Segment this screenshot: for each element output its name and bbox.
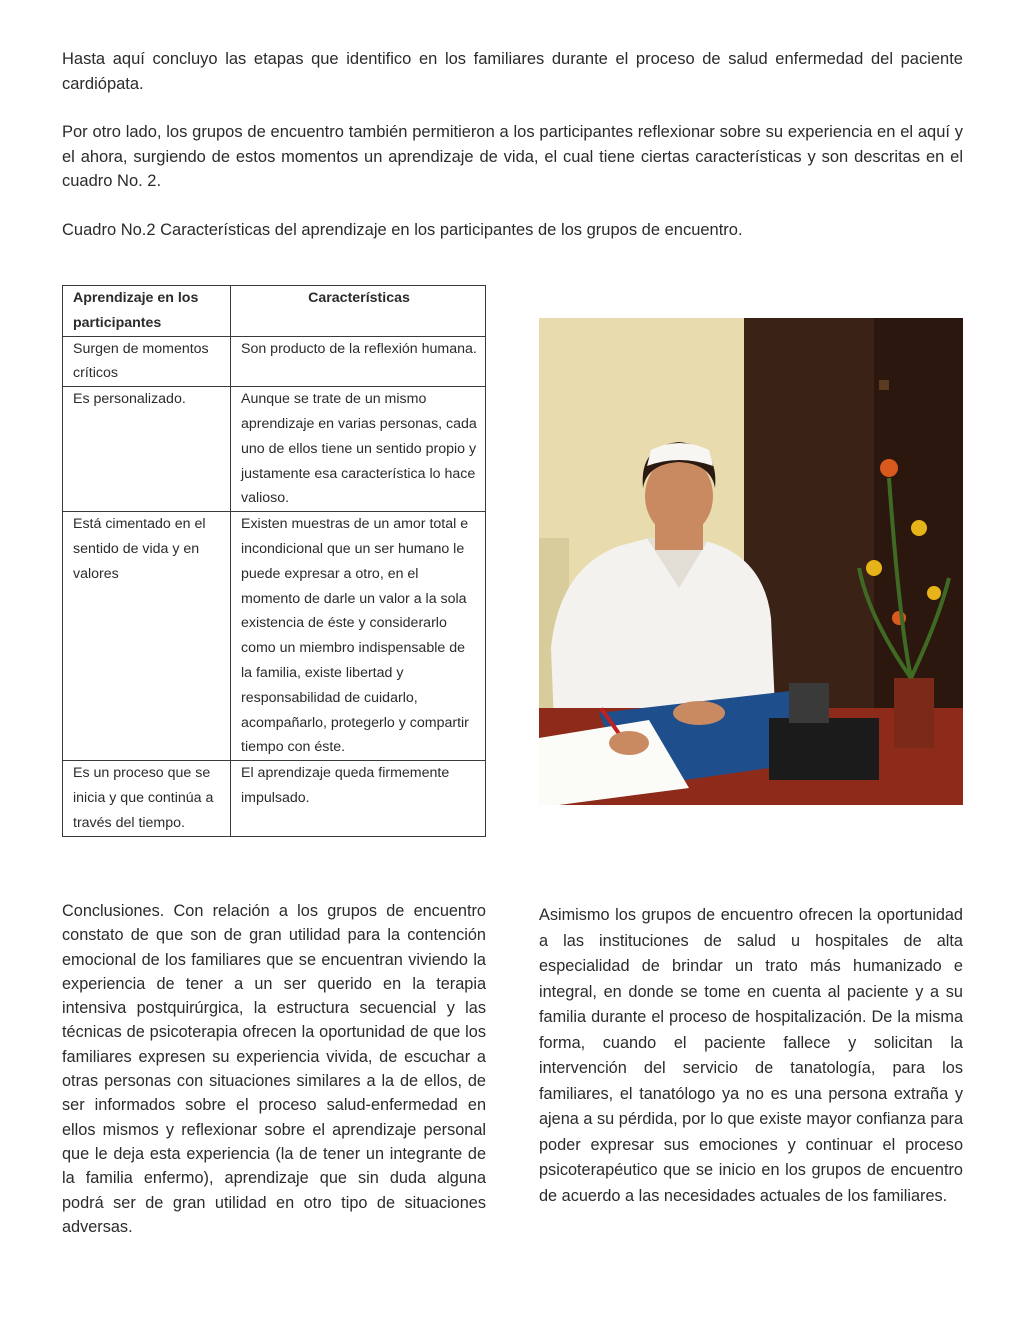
table-row: [63, 761, 486, 836]
table-cell: Existen muestras de un amor total e incondicional que un ser humano le puede expresar a otro, en el momento de darle un valor a la sola existencia de éste y considerarlo como un miembro indispensable de la familia, existe libertad y responsabilidad de cuidarlo, acompañarlo, protegerlo y compartir tiempo con éste.: [231, 512, 486, 761]
table-cell: Es personalizado.: [63, 387, 231, 512]
learning-paragraph: Por otro lado, los grupos de encuentro también permitieron a los participantes reflexionar sobre su experiencia en el aquí y el ahora, surgiendo de estos momentos un aprendizaje de vida, el cual tiene ciertas características y son descritas en el cuadro No. 2.: [62, 123, 963, 190]
table-cell: Está cimentado en el sentido de vida y en valores: [63, 512, 231, 761]
intro-paragraph: Hasta aquí concluyo las etapas que identifico en los familiares durante el proceso de salud enfermedad del paciente cardiópata.: [62, 50, 963, 93]
table-cell: Surgen de momentos críticos: [63, 336, 231, 387]
table-cell: Aunque se trate de un mismo aprendizaje en varias personas, cada uno de ellos tiene un sentido propio y justamente esa característica lo hace valioso.: [231, 387, 486, 512]
table-row: [63, 336, 486, 387]
institutions-paragraph: Asimismo los grupos de encuentro ofrecen la oportunidad a las instituciones de salud u hospitales de alta especialidad de brindar un trato más humanizado e integral, en donde se tome en cuenta al paciente y a su familia durante el proceso de hospitalización. De la misma forma, cuando el paciente fallece y solicitan la intervención del servicio de tanatología, para los familiares, el tanatólogo ya no es una persona extraña y ajena a su pérdida, por lo que existe mayor confianza para poder expresar sus emociones y continuar el proceso psicoterapéutico que se inicio en los grupos de encuentro de acuerdo a las necesidades actuales de los familiares.: [539, 906, 963, 1205]
table-row: [63, 512, 486, 761]
learning-characteristics-table: [62, 285, 486, 837]
table-header-cell: Características: [231, 286, 486, 337]
table-header-cell: Aprendizaje en los participantes: [63, 286, 231, 337]
conclusions-paragraph: Conclusiones. Con relación a los grupos de encuentro constato de que son de gran utilidad para la contención emocional de los familiares que se encuentran viviendo la experiencia de tener a un ser querido en la terapia intensiva postquirúrgica, la estructura secuencial y las técnicas de psicoterapia ofrecen la oportunidad de que los familiares expresen su experiencia vivida, de escuchar a otras personas con situaciones similares a la de ellos, de ser informados sobre el proceso salud-enfermedad en ellos mismos y reflexionar sobre el aprendizaje personal que le deja esta experiencia (la de tener un integrante de la familia enfermo), aprendizaje que sin duda alguna podrá ser de gran utilidad en otro tipo de situaciones adversas.: [62, 902, 486, 1236]
table-row: [63, 387, 486, 512]
table-cell: Son producto de la reflexión humana.: [231, 336, 486, 387]
table-cell: Es un proceso que se inicia y que continúa a través del tiempo.: [63, 761, 231, 836]
table-cell: El aprendizaje queda firmemente impulsado.: [231, 761, 486, 836]
table-caption: Cuadro No.2 Características del aprendizaje en los participantes de los grupos de encuentro.: [62, 221, 743, 239]
nurse-at-desk-photo: [539, 318, 963, 805]
table-header-row: [63, 286, 486, 337]
